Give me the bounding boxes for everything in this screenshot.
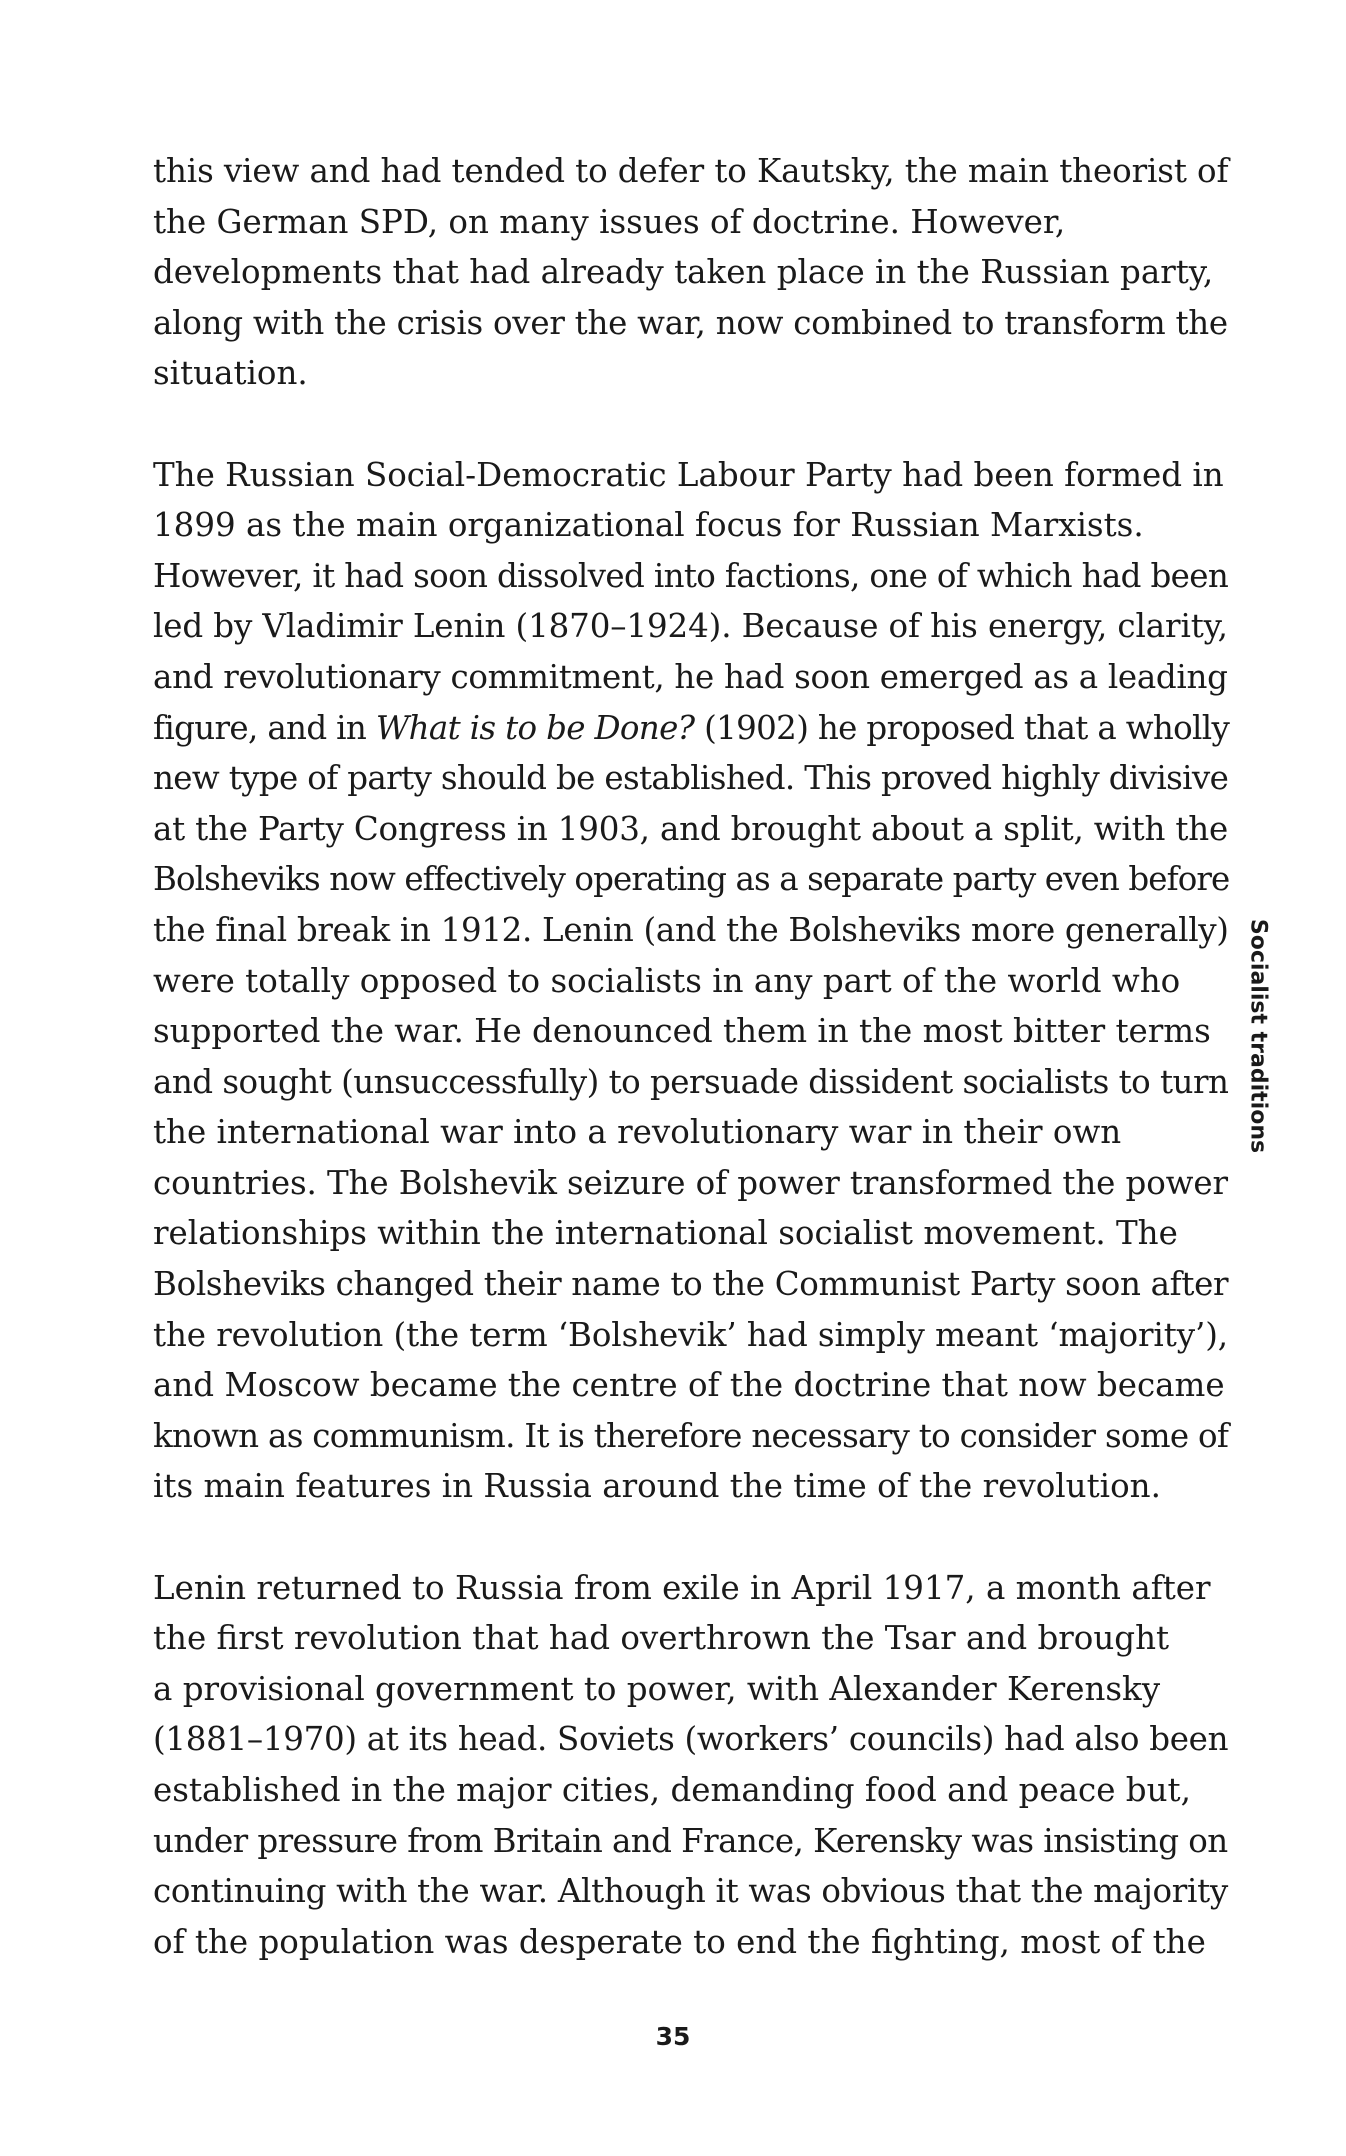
- text-line: established in the major cities, demanding food and peace but,: [153, 1771, 1191, 1809]
- text-line: [153, 703, 1228, 754]
- paragraph: [153, 146, 1228, 399]
- text-line: However, it had soon dissolved into factions, one of which had been: [153, 556, 1229, 595]
- text-line: led by Vladimir Lenin (1870–1924). Because of his energy, clarity,: [153, 607, 1228, 646]
- text-line: developments that had already taken place in the Russian party,: [153, 253, 1214, 292]
- text-line: this view and had tended to defer to Kautsky, the main theorist of: [153, 152, 1229, 190]
- text-line: and Moscow became the centre of the doctrine that now became: [153, 1366, 1225, 1405]
- text-line: continuing with the war. Although it was obvious that the majority: [153, 1872, 1228, 1911]
- text-line: under pressure from Britain and France, Kerensky was insisting on: [153, 1821, 1228, 1860]
- text-line: Lenin returned to Russia from exile in April 1917, a month after: [153, 1568, 1211, 1607]
- text-line: countries. The Bolshevik seizure of power transformed the power: [153, 1163, 1228, 1202]
- paragraph: [153, 1563, 1228, 1968]
- text-line: a provisional government to power, with Alexander Kerensky: [153, 1669, 1161, 1708]
- running-head: Socialist traditions: [1245, 918, 1271, 1154]
- text-line: new type of party should be established. This proved highly divisive: [153, 759, 1229, 798]
- text-line: Bolsheviks changed their name to the Communist Party soon after: [153, 1265, 1229, 1304]
- text-line: at the Party Congress in 1903, and brought about a split, with the: [153, 809, 1228, 848]
- text-line: and sought (unsuccessfully) to persuade dissident socialists to turn: [153, 1062, 1229, 1101]
- text-line: situation.: [153, 354, 308, 393]
- text-line: along with the crisis over the war, now combined to transform the: [153, 303, 1228, 342]
- page-number: 35: [655, 2022, 691, 2051]
- text-line: The Russian Social-Democratic Labour Party had been formed in: [153, 455, 1224, 494]
- body-text: [153, 146, 1228, 1967]
- text-line: 1899 as the main organizational focus for Russian Marxists.: [153, 506, 1144, 545]
- text-line: the German SPD, on many issues of doctrine. However,: [153, 202, 1066, 241]
- text-segment: figure, and in: [153, 708, 376, 747]
- text-line: known as communism. It is therefore necessary to consider some of: [153, 1416, 1229, 1455]
- text-line: the international war into a revolutionary war in their own: [153, 1113, 1122, 1152]
- text-line: Bolsheviks now effectively operating as a separate party even before: [153, 860, 1230, 899]
- book-title: What is to be Done?: [375, 708, 695, 747]
- text-line: supported the war. He denounced them in the most bitter terms: [153, 1012, 1211, 1051]
- text-line: and revolutionary commitment, he had soon emerged as a leading: [153, 657, 1228, 696]
- text-line: (1881–1970) at its head. Soviets (workers’ councils) had also been: [153, 1720, 1229, 1759]
- paragraph: [153, 450, 1228, 1512]
- text-line: the first revolution that had overthrown the Tsar and brought: [153, 1619, 1170, 1658]
- text-line: relationships within the international socialist movement. The: [153, 1214, 1178, 1253]
- text-segment: (1902) he proposed that a wholly: [694, 708, 1230, 747]
- text-line: its main features in Russia around the time of the revolution.: [153, 1467, 1161, 1506]
- text-line: the revolution (the term ‘Bolshevik’ had simply meant ‘majority’),: [153, 1315, 1229, 1354]
- text-line: the final break in 1912. Lenin (and the Bolsheviks more generally): [153, 910, 1229, 949]
- text-line: were totally opposed to socialists in any part of the world who: [153, 961, 1181, 1000]
- text-line: of the population was desperate to end the fighting, most of the: [153, 1922, 1206, 1961]
